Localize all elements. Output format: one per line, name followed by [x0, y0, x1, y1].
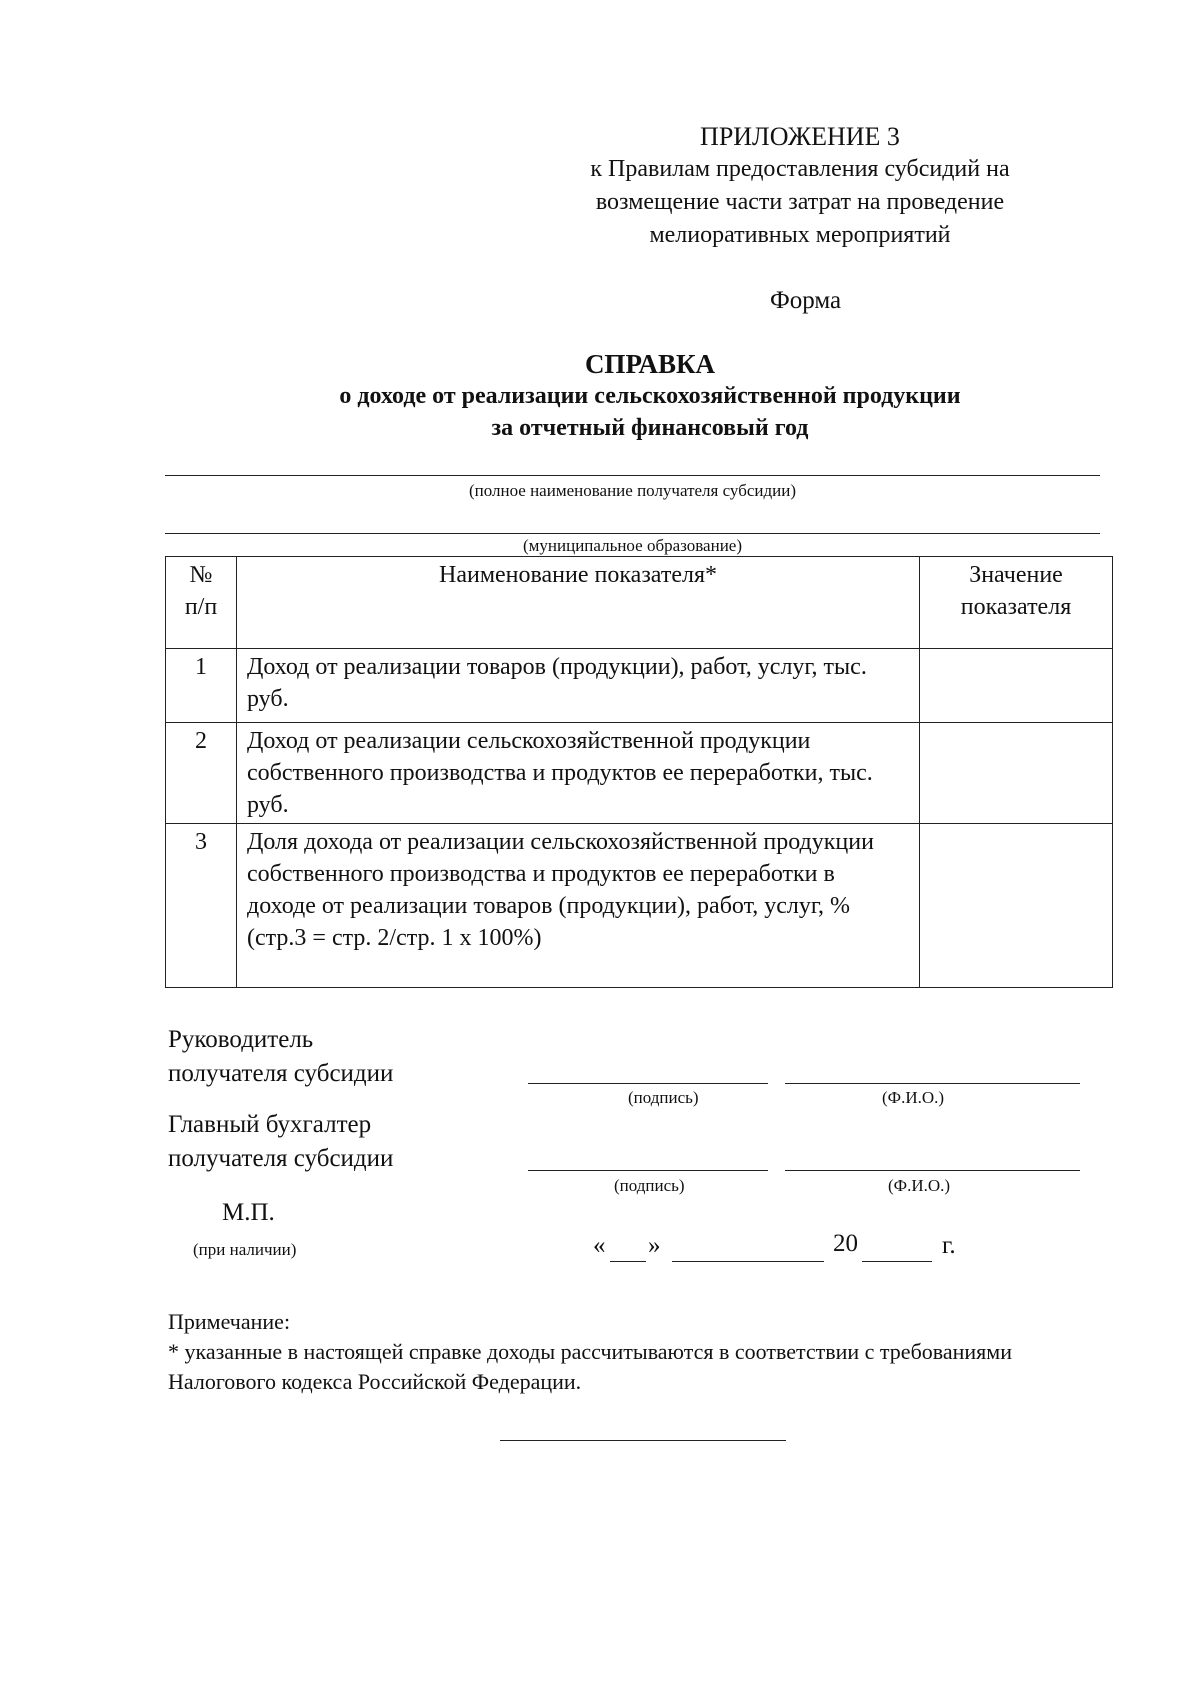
head-label-line: Руководитель	[168, 1026, 314, 1053]
document-subtitle: о доходе от реализации сельскохозяйственной продукции	[339, 383, 961, 409]
header-value-line: Значение	[969, 562, 1063, 588]
row-value-cell[interactable]	[920, 723, 1113, 824]
table-row	[166, 723, 1113, 824]
row-indicator-name: Доход от реализации сельскохозяйственной продукции собственного производства и продуктов ее переработки, тыс. руб.	[237, 723, 920, 824]
row-number: 2	[166, 723, 237, 824]
closing-divider	[500, 1440, 786, 1441]
head-fio-caption: (Ф.И.О.)	[882, 1088, 945, 1107]
appendix-line: к Правилам предоставления субсидий на	[590, 156, 1010, 182]
appendix-title: ПРИЛОЖЕНИЕ 3	[700, 122, 900, 151]
municipality-caption: (муниципальное образование)	[523, 536, 742, 555]
date-year-line[interactable]	[862, 1261, 932, 1262]
header-indicator-name: Наименование показателя*	[237, 557, 920, 649]
indicators-table	[165, 556, 1113, 988]
header-number	[166, 557, 237, 649]
row-indicator-name: Доля дохода от реализации сельскохозяйственной продукции собственного производства и продуктов ее переработки в доходе от реализации товаров (продукции), работ, услуг, % (стр.3 = стр. 2/стр. 1 х 100%)	[237, 824, 920, 988]
date-year-suffix: г.	[942, 1232, 956, 1259]
recipient-name-line[interactable]	[165, 475, 1100, 476]
date-day-line[interactable]	[610, 1261, 646, 1262]
recipient-name-caption: (полное наименование получателя субсидии)	[468, 481, 797, 500]
appendix-line: возмещение части затрат на проведение	[595, 189, 1005, 215]
municipality-line[interactable]	[165, 533, 1100, 534]
accountant-signature-line[interactable]	[528, 1170, 768, 1171]
header-value-line: показателя	[960, 594, 1072, 620]
stamp-note: (при наличии)	[193, 1240, 297, 1259]
row-value-cell[interactable]	[920, 824, 1113, 988]
row-indicator-name: Доход от реализации товаров (продукции), работ, услуг, тыс. руб.	[237, 649, 920, 723]
row-number: 3	[166, 824, 237, 988]
head-signature-caption: (подпись)	[628, 1088, 699, 1107]
row-value-cell[interactable]	[920, 649, 1113, 723]
stamp-label: М.П.	[222, 1199, 275, 1226]
form-label: Форма	[770, 287, 842, 314]
accountant-fio-caption: (Ф.И.О.)	[888, 1176, 951, 1195]
document-title-block	[150, 348, 1150, 444]
head-label-line: получателя субсидии	[168, 1060, 394, 1087]
appendix-line: мелиоративных мероприятий	[649, 222, 951, 248]
table-header-row	[166, 557, 1113, 649]
table-row	[166, 649, 1113, 723]
note-text: Налогового кодекса Российской Федерации.	[168, 1369, 582, 1394]
head-label	[168, 1023, 393, 1091]
accountant-signature-caption: (подпись)	[614, 1176, 685, 1195]
accountant-label-line: Главный бухгалтер	[168, 1111, 372, 1138]
document-title: СПРАВКА	[584, 349, 716, 379]
row-number: 1	[166, 649, 237, 723]
accountant-label-line: получателя субсидии	[168, 1145, 394, 1172]
date-open-quote: «	[593, 1232, 606, 1259]
header-number-sign: №	[189, 562, 213, 588]
note-block	[168, 1307, 1128, 1397]
appendix-block	[540, 120, 1060, 252]
table-row	[166, 824, 1113, 988]
accountant-label	[168, 1108, 393, 1176]
date-year-prefix: 20	[833, 1230, 858, 1257]
header-indicator-value	[920, 557, 1113, 649]
head-signature-line[interactable]	[528, 1083, 768, 1084]
date-month-line[interactable]	[672, 1261, 824, 1262]
accountant-fio-line[interactable]	[785, 1170, 1080, 1171]
note-text: * указанные в настоящей справке доходы рассчитываются в соответствии с требованиями	[168, 1339, 1012, 1364]
date-close-quote: »	[648, 1232, 661, 1259]
note-title: Примечание:	[168, 1309, 291, 1334]
header-number-pp: п/п	[184, 594, 218, 620]
head-fio-line[interactable]	[785, 1083, 1080, 1084]
document-subtitle: за отчетный финансовый год	[491, 415, 809, 441]
